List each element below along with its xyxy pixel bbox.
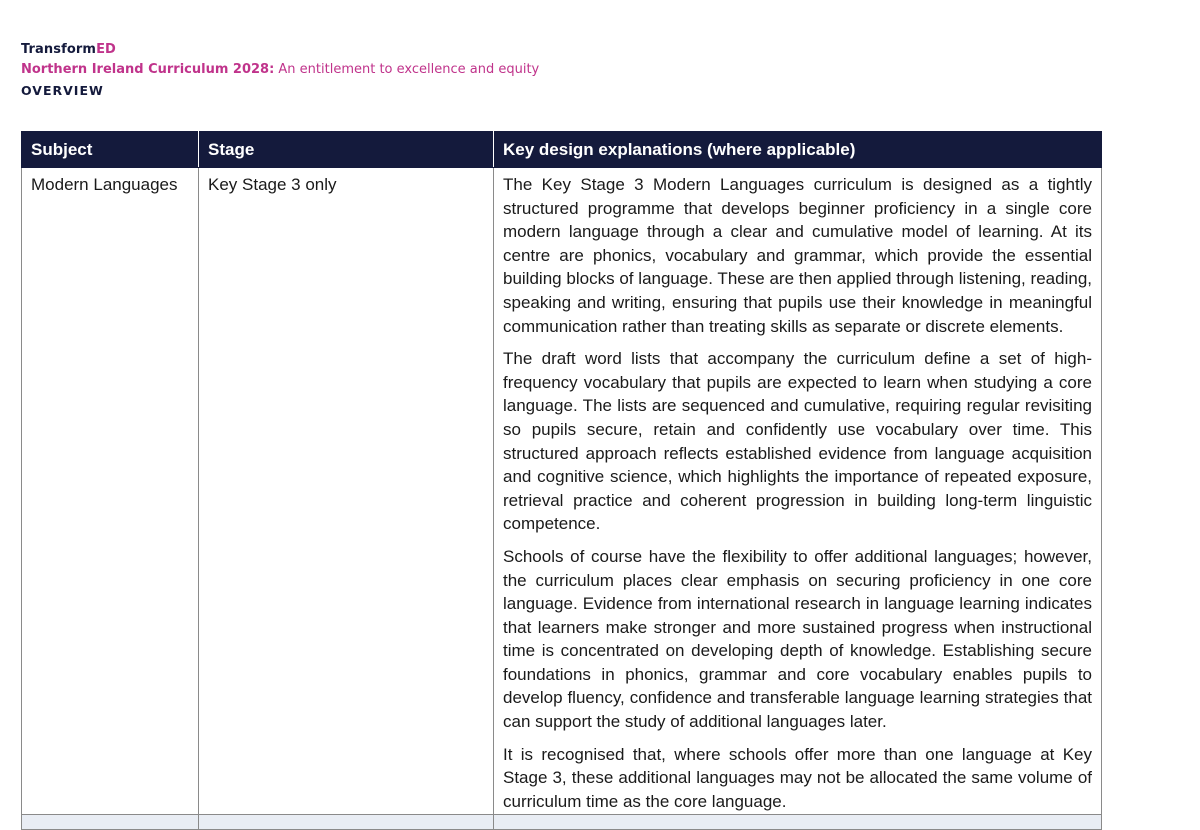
partial-cell bbox=[199, 815, 494, 830]
document-header bbox=[21, 41, 539, 101]
brand-accent: ED bbox=[96, 42, 116, 57]
brand-main: Transform bbox=[21, 42, 97, 57]
partial-cell bbox=[22, 815, 199, 830]
explanations-cell bbox=[494, 168, 1102, 815]
subtitle-rest: An entitlement to excellence and equity bbox=[274, 62, 540, 77]
explanation-paragraph: Schools of course have the flexibility to offer additional languages; however, the curriculum places clear emphasis on securing proficiency in one core language. Evidence from international research in language learning indicates that learners make stronger and more sustained progress when instructional time is concentrated on developing depth of knowledge. Establishing secure foundations in phonics, grammar and core vocabulary enables pupils to develop fluency, confidence and transferable language learning strategies that can support the study of additional languages later. bbox=[503, 546, 1092, 732]
table-row-partial bbox=[22, 815, 1102, 830]
brand-logo bbox=[21, 41, 539, 59]
subject-cell: Modern Languages bbox=[22, 168, 199, 815]
table-row bbox=[22, 168, 1102, 815]
curriculum-table bbox=[21, 131, 1102, 830]
explanation-paragraph: It is recognised that, where schools offer more than one language at Key Stage 3, these additional languages may not be allocated the same volume of curriculum time as the core language. bbox=[503, 744, 1092, 811]
column-header-stage: Stage bbox=[199, 132, 494, 168]
explanation-paragraph: The draft word lists that accompany the curriculum define a set of high-frequency vocabulary that pupils are expected to learn when studying a core language. The lists are sequenced and cumulative, requiring regular revisiting so pupils secure, retain and confidently use vocabulary over time. This structured approach reflects established evidence from language acquisition and cognitive science, which highlights the importance of repeated exposure, retrieval practice and coherent progression in building long-term linguistic competence. bbox=[503, 349, 1092, 534]
column-header-subject: Subject bbox=[22, 132, 199, 168]
subtitle-bold: Northern Ireland Curriculum 2028: bbox=[21, 62, 275, 77]
section-title: OVERVIEW bbox=[21, 83, 104, 98]
document-subtitle bbox=[21, 59, 539, 80]
column-header-explanations: Key design explanations (where applicable) bbox=[494, 132, 1102, 168]
explanation-paragraph: The Key Stage 3 Modern Languages curriculum is designed as a tightly structured programme that develops beginner proficiency in a single core modern language through a clear and cumulative model of learning. At its centre are phonics, vocabulary and grammar, which provide the essential building blocks of language. These are then applied through listening, reading, speaking and writing, ensuring that pupils use their knowledge in meaningful communication rather than treating skills as separate or discrete elements. bbox=[503, 175, 1092, 336]
stage-cell: Key Stage 3 only bbox=[199, 168, 494, 815]
partial-cell bbox=[494, 815, 1102, 830]
table-header-row bbox=[22, 132, 1102, 168]
